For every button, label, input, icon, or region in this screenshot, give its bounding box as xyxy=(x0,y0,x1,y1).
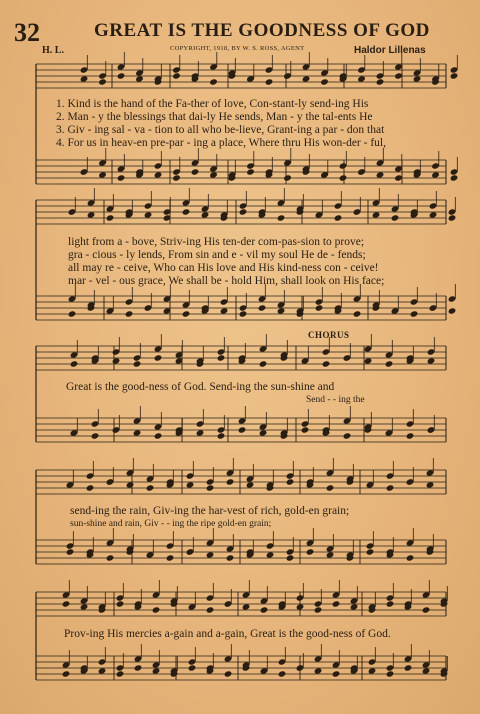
note-head xyxy=(372,211,381,218)
chorus-line-1-alto: Send - - ing the xyxy=(306,395,365,405)
note-head xyxy=(191,168,200,175)
note-head xyxy=(422,606,431,613)
note-head xyxy=(80,75,89,82)
note-head xyxy=(266,551,275,558)
note-head xyxy=(332,670,341,677)
verse-1-line-1: 1. Kind is the hand of the Fa-ther of love, Con-stant-ly send-ing His xyxy=(56,98,369,110)
note-head xyxy=(238,426,247,433)
note-head xyxy=(259,360,268,367)
note-head xyxy=(117,174,126,181)
note-head xyxy=(343,432,352,439)
note-head xyxy=(353,310,362,317)
note-head xyxy=(385,360,394,367)
copyright-notice: COPYRIGHT, 1918, BY W. S. ROSS, AGENT xyxy=(170,45,305,52)
note-head xyxy=(206,606,215,613)
note-head xyxy=(286,554,295,561)
note-head xyxy=(220,307,229,314)
note-head xyxy=(350,603,359,610)
note-head xyxy=(406,432,415,439)
note-head xyxy=(320,78,329,85)
note-head xyxy=(315,304,324,311)
note-head xyxy=(448,307,457,314)
note-head xyxy=(209,78,218,85)
note-head xyxy=(182,208,191,215)
note-head xyxy=(206,484,215,491)
note-head xyxy=(326,551,335,558)
note-head xyxy=(339,174,348,181)
chorus-line-2: send-ing the rain, Giv-ing the har-vest of rich, gold-en grain; xyxy=(70,505,350,517)
note-head xyxy=(133,429,142,436)
note-head xyxy=(217,432,226,439)
note-head xyxy=(302,75,311,82)
note-head xyxy=(406,554,415,561)
note-head xyxy=(154,171,163,178)
note-head xyxy=(278,670,287,677)
note-head xyxy=(144,211,153,218)
note-head xyxy=(391,214,400,221)
note-head xyxy=(116,600,125,607)
note-head xyxy=(259,429,268,436)
note-head xyxy=(172,174,181,181)
note-head xyxy=(394,174,403,181)
note-head xyxy=(427,357,436,364)
note-head xyxy=(260,606,269,613)
note-head xyxy=(301,426,310,433)
note-head xyxy=(286,478,295,485)
note-head xyxy=(258,304,267,311)
note-head xyxy=(80,603,89,610)
chorus-label: CHORUS xyxy=(308,330,350,340)
note-head xyxy=(429,211,438,218)
note-head xyxy=(366,548,375,555)
note-head xyxy=(334,214,343,221)
note-head xyxy=(209,171,218,178)
note-head xyxy=(133,360,142,367)
note-head xyxy=(196,429,205,436)
note-head xyxy=(116,670,125,677)
note-head xyxy=(68,310,77,317)
note-head xyxy=(106,214,115,221)
note-head xyxy=(154,432,163,439)
note-head xyxy=(224,670,233,677)
note-head xyxy=(70,360,79,367)
note-head xyxy=(376,78,385,85)
note-head xyxy=(277,307,286,314)
note-head xyxy=(98,78,107,85)
verse-4-line-1: 4. For us in heav-en pre-par - ing a place, Where thru His won-der - ful, xyxy=(56,137,386,149)
note-head xyxy=(277,214,286,221)
verse-2-line-2: gra - cious - ly lends, From sin and e - vil my soul He de - fends; xyxy=(68,249,366,261)
note-head xyxy=(239,310,248,317)
verse-3-line-2: all may re - ceive, Who can His love and His kind-ness con - ceive! xyxy=(68,262,379,274)
note-head xyxy=(188,664,197,671)
note-head xyxy=(422,667,431,674)
note-head xyxy=(364,357,373,364)
note-head xyxy=(357,75,366,82)
note-head xyxy=(322,360,331,367)
note-head xyxy=(66,548,75,555)
note-head xyxy=(152,606,161,613)
note-head xyxy=(226,478,235,485)
note-head xyxy=(296,603,305,610)
note-head xyxy=(450,174,459,181)
note-head xyxy=(201,211,210,218)
note-head xyxy=(450,72,459,79)
note-head xyxy=(134,664,143,671)
chorus-line-2-alto: sun-shine and rain, Giv - - ing the ripe gold-en grain; xyxy=(70,519,272,529)
note-head xyxy=(426,481,435,488)
note-head xyxy=(166,554,175,561)
note-head xyxy=(98,667,107,674)
note-head xyxy=(332,600,341,607)
note-head xyxy=(106,554,115,561)
words-author: H. L. xyxy=(42,45,64,56)
note-head xyxy=(135,75,144,82)
verse-4-line-2: mar - vel - ous grace, We shall be - hold Him, shall look on His face; xyxy=(68,275,385,287)
note-head xyxy=(117,72,126,79)
note-head xyxy=(126,481,135,488)
note-head xyxy=(413,75,422,82)
note-head xyxy=(265,78,274,85)
note-head xyxy=(368,667,377,674)
note-head xyxy=(386,670,395,677)
note-head xyxy=(62,670,71,677)
note-head xyxy=(62,600,71,607)
note-head xyxy=(87,211,96,218)
hymn-title: GREAT IS THE GOODNESS OF GOD xyxy=(94,20,430,41)
note-head xyxy=(146,484,155,491)
verse-1-line-2: light from a - bove, Striv-ing His ten-der com-pas-sion to prove; xyxy=(68,236,365,248)
note-head xyxy=(448,214,457,221)
note-head xyxy=(394,72,403,79)
note-head xyxy=(125,310,134,317)
verse-2-line-1: 2. Man - y the blessings that dai-ly He sends, Man - y the tal-ents He xyxy=(56,111,373,123)
chorus-line-1: Great is the good-ness of God. Send-ing the sun-shine and xyxy=(66,381,335,393)
music-author: Haldor Lillenas xyxy=(354,45,426,56)
note-head xyxy=(386,600,395,607)
note-head xyxy=(206,551,215,558)
note-head xyxy=(386,484,395,491)
note-head xyxy=(91,432,100,439)
note-head xyxy=(154,354,163,361)
note-head xyxy=(314,606,323,613)
note-head xyxy=(172,72,181,79)
note-head xyxy=(246,168,255,175)
note-head xyxy=(314,667,323,674)
note-head xyxy=(283,174,292,181)
note-head xyxy=(326,484,335,491)
chorus-line-3: Prov-ing His mercies a-gain and a-gain, Great is the good-ness of God. xyxy=(64,628,391,640)
note-head xyxy=(431,171,440,178)
verse-3-line-1: 3. Giv - ing sal - va - tion to all who be-lieve, Grant-ing a par - don that xyxy=(56,124,385,136)
note-head xyxy=(186,481,195,488)
note-head xyxy=(410,310,419,317)
note-head xyxy=(306,548,315,555)
note-head xyxy=(376,171,385,178)
note-head xyxy=(404,664,413,671)
note-head xyxy=(246,481,255,488)
note-head xyxy=(226,554,235,561)
note-head xyxy=(98,171,107,178)
hymn-number: 32 xyxy=(14,18,40,47)
note-head xyxy=(217,354,226,361)
note-head xyxy=(239,208,248,215)
note-head xyxy=(152,667,161,674)
note-head xyxy=(182,310,191,317)
note-head xyxy=(86,484,95,491)
note-head xyxy=(112,357,121,364)
note-head xyxy=(242,603,251,610)
